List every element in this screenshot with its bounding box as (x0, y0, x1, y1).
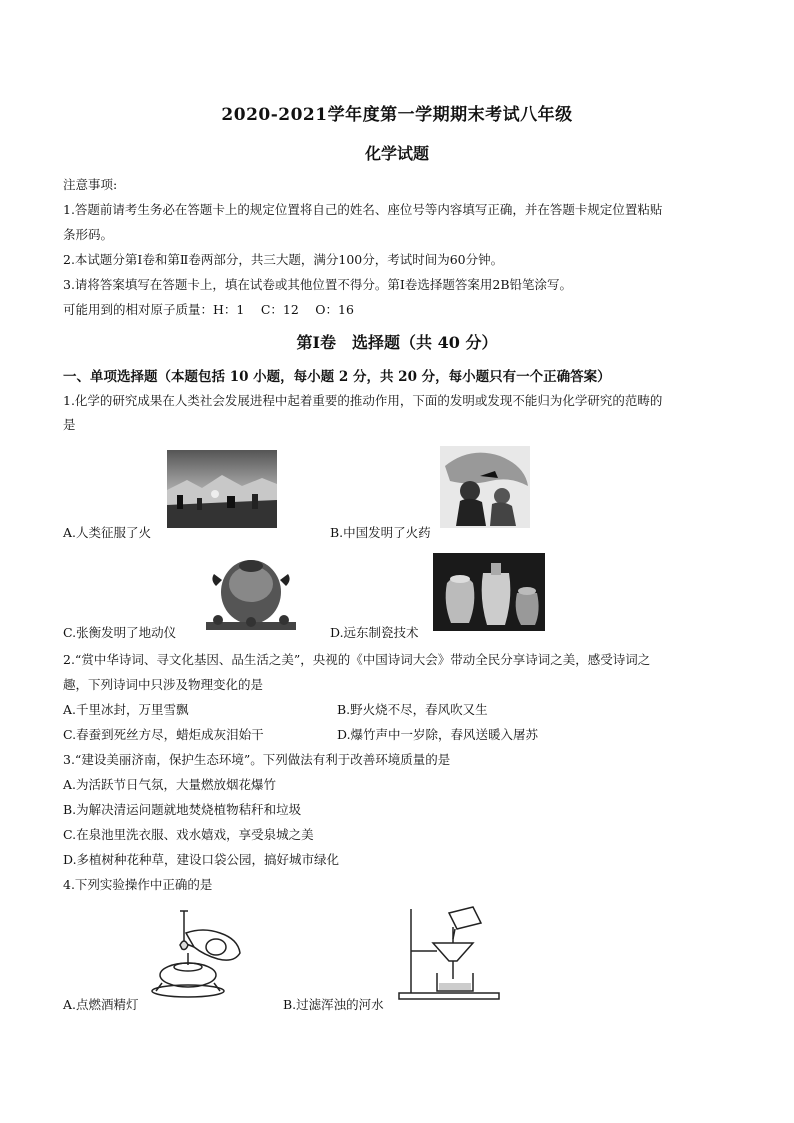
q1-stem-cont: 是 (63, 417, 76, 432)
q4-option-a: A.点燃酒精灯 (63, 997, 139, 1012)
q3-option-a: A.为活跃节日气氛，大量燃放烟花爆竹 (63, 777, 277, 792)
q1-image-c (196, 550, 306, 634)
note-1-cont: 条形码。 (63, 227, 114, 242)
q1-stem: 1.化学的研究成果在人类社会发展进程中起着重要的推动作用，下面的发明或发现不能归为化学研究的范畴的 (63, 393, 663, 408)
section-title: 一、单项选择题（本题包括 10 小题，每小题 2 分，共 20 分，每小题只有一个正确答案） (63, 369, 611, 385)
note-2: 2.本试题分第Ⅰ卷和第Ⅱ卷两部分，共三大题，满分100分，考试时间为60分钟。 (63, 252, 504, 267)
q2-option-c: C.春蚕到死丝方尽，蜡炬成灰泪始干 (63, 727, 264, 742)
q4-stem: 4.下列实验操作中正确的是 (63, 877, 213, 892)
q4-option-b: B.过滤浑浊的河水 (283, 997, 384, 1012)
q1-option-c: C.张衡发明了地动仪 (63, 625, 177, 640)
q1-option-d: D.远东制瓷技术 (330, 625, 419, 640)
q2-option-a: A.千里冰封，万里雪飘 (63, 702, 189, 717)
q4-image-b (393, 903, 503, 1003)
q4-image-a (148, 903, 253, 1003)
q1-image-a (167, 450, 277, 528)
q3-stem: 3.“建设美丽济南，保护生态环境”。下列做法有利于改善环境质量的是 (63, 752, 451, 767)
q1-image-b (440, 446, 530, 528)
exam-title: 2020-2021学年度第一学期期末考试八年级 (221, 105, 573, 125)
q1-image-d (433, 553, 545, 631)
note-3: 3.请将答案填写在答题卡上，填在试卷或其他位置不得分。第Ⅰ卷选择题答案用2B铅笔涂写。 (63, 277, 573, 292)
q1-option-a: A.人类征服了火 (63, 525, 152, 540)
part1-heading: 第Ⅰ卷 选择题（共 40 分） (296, 333, 498, 352)
q2-option-d: D.爆竹声中一岁除，春风送暖入屠苏 (337, 727, 539, 742)
q3-option-b: B.为解决清运问题就地焚烧植物秸秆和垃圾 (63, 802, 302, 817)
subject-title: 化学试题 (364, 144, 429, 163)
q1-option-b: B.中国发明了火药 (330, 525, 431, 540)
atomic-mass: 可能用到的相对原子质量：H：1 C：12 O：16 (63, 302, 354, 317)
q2-option-b: B.野火烧不尽，春风吹又生 (337, 702, 488, 717)
q3-option-d: D.多植树种花种草，建设口袋公园，搞好城市绿化 (63, 852, 340, 867)
q3-option-c: C.在泉池里洗衣服、戏水嬉戏，享受泉城之美 (63, 827, 314, 842)
q2-stem: 2.“赏中华诗词、寻文化基因、品生活之美”，央视的《中国诗词大会》带动全民分享诗词之美，感受诗词之 (63, 652, 651, 667)
q2-stem-cont: 趣，下列诗词中只涉及物理变化的是 (63, 677, 264, 692)
notes-heading: 注意事项: (63, 177, 118, 192)
note-1: 1.答题前请考生务必在答题卡上的规定位置将自己的姓名、座位号等内容填写正确，并在答题卡规定位置粘贴 (63, 202, 663, 217)
